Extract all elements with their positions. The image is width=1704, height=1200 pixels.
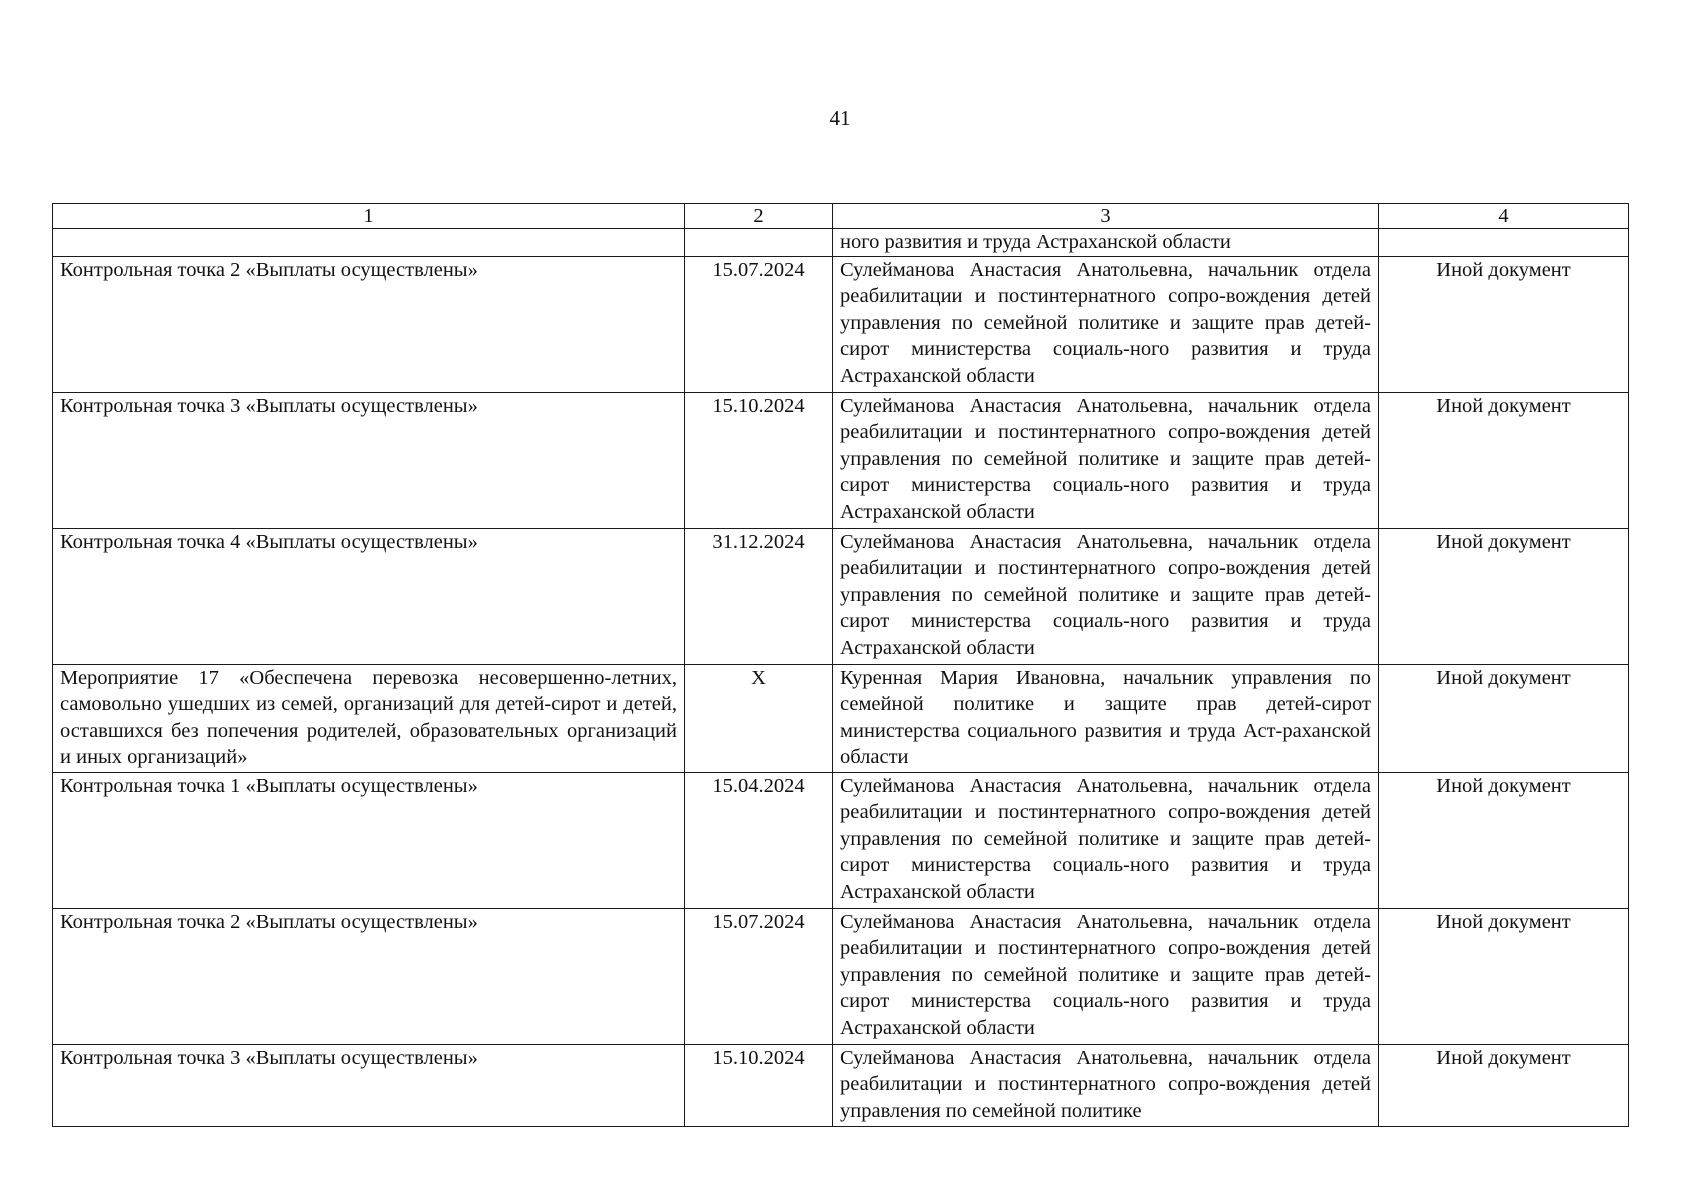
row-responsible-cell: Сулейманова Анастасия Анатольевна, начальник отдела реабилитации и постинтернатного сопро-вождения детей управления по семейной политике <box>833 1044 1379 1126</box>
row-responsible-cell: Сулейманова Анастасия Анатольевна, начальник отдела реабилитации и постинтернатного сопро-вождения детей управления по семейной политике и защите прав детей-сирот министерства социаль-ного развития и труда Астраханской области <box>833 772 1379 908</box>
row-name-cell: Контрольная точка 4 «Выплаты осуществлены» <box>53 528 685 664</box>
row-responsible-cell: Сулейманова Анастасия Анатольевна, начальник отдела реабилитации и постинтернатного сопро-вождения детей управления по семейной политике и защите прав детей-сирот министерства социаль-ного развития и труда Астраханской области <box>833 908 1379 1044</box>
row-date-cell <box>685 229 833 257</box>
row-document-cell: Иной документ <box>1379 908 1629 1044</box>
row-responsible-cell: Сулейманова Анастасия Анатольевна, начальник отдела реабилитации и постинтернатного сопро-вождения детей управления по семейной политике и защите прав детей-сирот министерства социаль-ного развития и труда Астраханской области <box>833 528 1379 664</box>
row-document-cell: Иной документ <box>1379 772 1629 908</box>
column-header-2: 2 <box>685 204 833 229</box>
column-header-1: 1 <box>53 204 685 229</box>
row-name-cell: Контрольная точка 2 «Выплаты осуществлены» <box>53 908 685 1044</box>
table-row <box>53 528 1629 664</box>
row-document-cell: Иной документ <box>1379 528 1629 664</box>
document-table <box>52 203 1629 1127</box>
row-date-cell: 15.07.2024 <box>685 908 833 1044</box>
row-name-cell: Контрольная точка 3 «Выплаты осуществлены» <box>53 1044 685 1126</box>
row-document-cell <box>1379 229 1629 257</box>
row-date-cell: Х <box>685 664 833 772</box>
row-date-cell: 15.07.2024 <box>685 256 833 392</box>
row-name-cell <box>53 229 685 257</box>
table-row <box>53 392 1629 528</box>
table-row <box>53 664 1629 772</box>
row-date-cell: 15.10.2024 <box>685 1044 833 1126</box>
row-date-cell: 31.12.2024 <box>685 528 833 664</box>
row-responsible-cell: ного развития и труда Астраханской области <box>833 229 1379 257</box>
table-row <box>53 1044 1629 1126</box>
row-responsible-cell: Куренная Мария Ивановна, начальник управления по семейной политике и защите прав детей-сирот министерства социального развития и труда Аст-раханской области <box>833 664 1379 772</box>
table-row <box>53 772 1629 908</box>
row-document-cell: Иной документ <box>1379 392 1629 528</box>
table-header-row <box>53 204 1629 229</box>
row-document-cell: Иной документ <box>1379 664 1629 772</box>
row-name-cell: Контрольная точка 1 «Выплаты осуществлены» <box>53 772 685 908</box>
row-name-cell: Мероприятие 17 «Обеспечена перевозка несовершенно-летних, самовольно ушедших из семей, организаций для детей-сирот и детей, оставшихся без попечения родителей, образовательных организаций и иных организаций» <box>53 664 685 772</box>
row-responsible-cell: Сулейманова Анастасия Анатольевна, начальник отдела реабилитации и постинтернатного сопро-вождения детей управления по семейной политике и защите прав детей-сирот министерства социаль-ного развития и труда Астраханской области <box>833 392 1379 528</box>
row-document-cell: Иной документ <box>1379 1044 1629 1126</box>
page-number: 41 <box>829 106 851 130</box>
table-row <box>53 256 1629 392</box>
row-document-cell: Иной документ <box>1379 256 1629 392</box>
row-date-cell: 15.04.2024 <box>685 772 833 908</box>
row-name-cell: Контрольная точка 2 «Выплаты осуществлены» <box>53 256 685 392</box>
table-row <box>53 229 1629 257</box>
row-responsible-cell: Сулейманова Анастасия Анатольевна, начальник отдела реабилитации и постинтернатного сопро-вождения детей управления по семейной политике и защите прав детей-сирот министерства социаль-ного развития и труда Астраханской области <box>833 256 1379 392</box>
row-name-cell: Контрольная точка 3 «Выплаты осуществлены» <box>53 392 685 528</box>
row-date-cell: 15.10.2024 <box>685 392 833 528</box>
column-header-3: 3 <box>833 204 1379 229</box>
column-header-4: 4 <box>1379 204 1629 229</box>
table-row <box>53 908 1629 1044</box>
